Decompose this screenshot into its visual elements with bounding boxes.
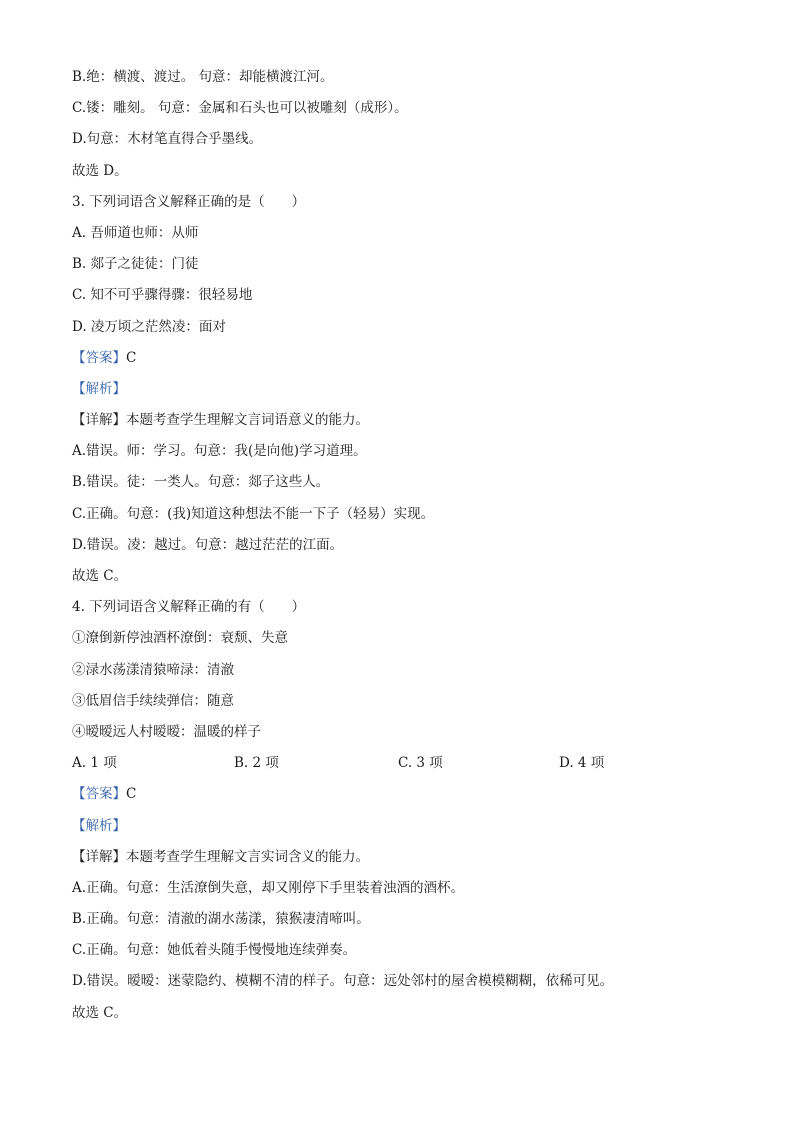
q3-explanation-d: D.错误。凌：越过。句意：越过茫茫的江面。 — [72, 536, 344, 553]
q3-option-a: A. 吾师道也师：从师 — [72, 224, 199, 241]
q3-analysis-tag: 【解析】 — [72, 380, 126, 397]
q3-detail-tag: 【详解】 — [72, 412, 126, 429]
q3-stem: 3. 下列词语含义解释正确的是（ ） — [72, 193, 306, 210]
q4-analysis — [72, 811, 732, 842]
q3-answer-tag: 【答案】 — [72, 349, 126, 366]
q3-detail — [72, 405, 732, 436]
q3-analysis — [72, 374, 732, 405]
q4-explanation-a: A.正确。句意：生活潦倒失意，却又刚停下手里装着浊酒的酒杯。 — [72, 879, 465, 896]
q3-explanation-a: A.错误。师：学习。句意：我(是向他)学习道理。 — [72, 443, 367, 460]
q4-option-a: A. 1 项 — [72, 755, 117, 772]
document-page — [72, 62, 732, 1029]
q4-option-c: C. 3 项 — [398, 755, 443, 772]
q3-explanation-c: C.正确。句意：(我)知道这种想法不能一下子（轻易）实现。 — [72, 505, 435, 522]
q3-option-d: D. 凌万顷之茫然凌：面对 — [72, 318, 226, 335]
q4-detail-text: 本题考查学生理解文言实词含义的能力。 — [126, 848, 369, 865]
q4-answer — [72, 779, 732, 810]
q2-conclusion: 故选 D。 — [72, 162, 128, 179]
q4-detail-tag: 【详解】 — [72, 848, 126, 865]
q4-options-row — [72, 748, 732, 779]
q4-stem: 4. 下列词语含义解释正确的有（ ） — [72, 599, 306, 616]
q4-explanation-b: B.正确。句意：清澈的湖水荡漾，猿猴凄清啼叫。 — [72, 911, 370, 928]
q4-item-4: ④暧暧远人村暧暧：温暖的样子 — [72, 723, 261, 740]
q3-answer — [72, 343, 732, 374]
q4-item-3: ③低眉信手续续弹信：随意 — [72, 692, 234, 709]
q3-answer-value: C — [126, 349, 137, 366]
q3-option-c: C. 知不可乎骤得骤：很轻易地 — [72, 287, 253, 304]
q4-detail — [72, 842, 732, 873]
q4-item-2: ②渌水荡漾清猿啼渌：清澈 — [72, 661, 234, 678]
q3-explanation-b: B.错误。徒：一类人。句意：郯子这些人。 — [72, 474, 330, 491]
q2-option-b-explanation: B.绝：横渡、渡过。 句意：却能横渡江河。 — [72, 69, 334, 85]
q2-option-d-explanation: D.句意：木材笔直得合乎墨线。 — [72, 131, 263, 148]
q3-conclusion: 故选 C。 — [72, 568, 128, 584]
q2-option-c-explanation: C.镂：雕刻。 句意：金属和石头也可以被雕刻（成形）。 — [72, 100, 408, 117]
q3-option-b: B. 郯子之徒徒：门徒 — [72, 256, 199, 273]
q4-option-d: D. 4 项 — [559, 755, 605, 772]
q3-detail-text: 本题考查学生理解文言词语意义的能力。 — [126, 412, 369, 429]
q4-analysis-tag: 【解析】 — [72, 817, 126, 834]
q4-option-b: B. 2 项 — [234, 755, 279, 772]
q4-item-1: ①潦倒新停浊酒杯潦倒：衰颓、失意 — [72, 630, 288, 647]
q4-answer-tag: 【答案】 — [72, 786, 126, 803]
q4-explanation-c: C.正确。句意：她低着头随手慢慢地连续弹奏。 — [72, 942, 357, 959]
q4-answer-value: C — [126, 786, 137, 803]
q4-explanation-d: D.错误。暧暧：迷蒙隐约、模糊不清的样子。句意：远处邻村的屋舍模模糊糊，依稀可见。 — [72, 973, 614, 990]
q4-conclusion: 故选 C。 — [72, 1004, 128, 1021]
